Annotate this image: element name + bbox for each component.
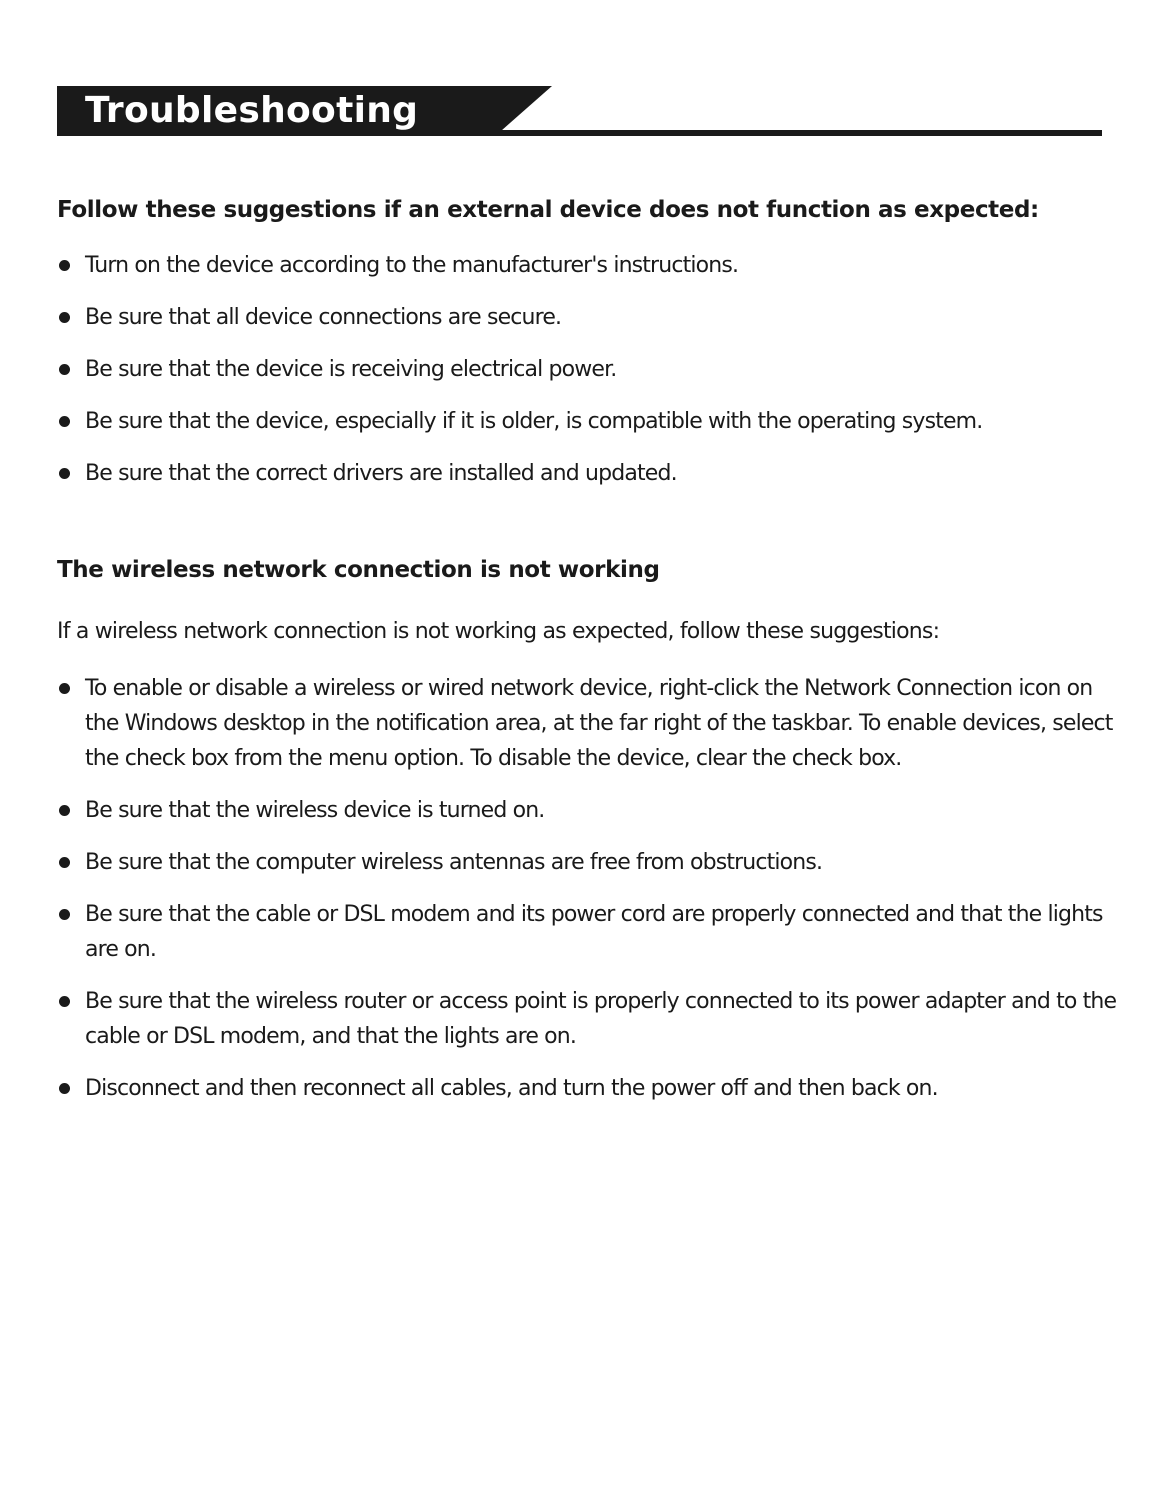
bullet-icon bbox=[59, 416, 70, 427]
list-item bbox=[57, 352, 1132, 387]
bullet-icon bbox=[59, 909, 70, 920]
bullet-icon bbox=[59, 857, 70, 868]
list-item-text: Be sure that the wireless device is turned on. bbox=[85, 798, 545, 823]
list-item bbox=[57, 456, 1132, 491]
list-item bbox=[57, 300, 1132, 335]
list-item bbox=[57, 404, 1132, 439]
list-item-text: Be sure that the device, especially if it is older, is compatible with the operating system. bbox=[85, 409, 983, 434]
list-item bbox=[57, 671, 1132, 776]
wireless-heading: The wireless network connection is not working bbox=[57, 557, 660, 583]
list-item bbox=[57, 793, 1132, 828]
bullet-icon bbox=[59, 805, 70, 816]
bullet-icon bbox=[59, 468, 70, 479]
bullet-icon bbox=[59, 1083, 70, 1094]
list-item bbox=[57, 897, 1132, 967]
list-item bbox=[57, 845, 1132, 880]
page-header bbox=[57, 86, 1102, 138]
list-item-text: To enable or disable a wireless or wired network device, right-click the Network Connection icon on the Windows desktop in the notification area, at the far right of the taskbar. To enable devices, select the check box from the menu option. To disable the device, clear the check box. bbox=[85, 676, 1113, 771]
external-device-list bbox=[57, 248, 1132, 508]
bullet-icon bbox=[59, 683, 70, 694]
list-item bbox=[57, 984, 1132, 1054]
list-item-text: Be sure that the correct drivers are installed and updated. bbox=[85, 461, 677, 486]
wireless-intro: If a wireless network connection is not working as expected, follow these suggestions: bbox=[57, 619, 940, 644]
list-item-text: Be sure that the computer wireless antennas are free from obstructions. bbox=[85, 850, 823, 875]
list-item bbox=[57, 248, 1132, 283]
bullet-icon bbox=[59, 996, 70, 1007]
wireless-list bbox=[57, 671, 1132, 1123]
bullet-icon bbox=[59, 260, 70, 271]
bullet-icon bbox=[59, 364, 70, 375]
list-item-text: Be sure that the wireless router or access point is properly connected to its power adapter and to the cable or DSL modem, and that the lights are on. bbox=[85, 989, 1117, 1049]
bullet-icon bbox=[59, 312, 70, 323]
list-item-text: Be sure that the device is receiving electrical power. bbox=[85, 357, 617, 382]
page-title: Troubleshooting bbox=[85, 90, 419, 131]
list-item-text: Be sure that all device connections are secure. bbox=[85, 305, 562, 330]
list-item-text: Turn on the device according to the manufacturer's instructions. bbox=[85, 253, 739, 278]
list-item bbox=[57, 1071, 1132, 1106]
external-device-heading: Follow these suggestions if an external device does not function as expected: bbox=[57, 197, 1039, 223]
list-item-text: Be sure that the cable or DSL modem and its power cord are properly connected and that the lights are on. bbox=[85, 902, 1103, 962]
list-item-text: Disconnect and then reconnect all cables, and turn the power off and then back on. bbox=[85, 1076, 938, 1101]
